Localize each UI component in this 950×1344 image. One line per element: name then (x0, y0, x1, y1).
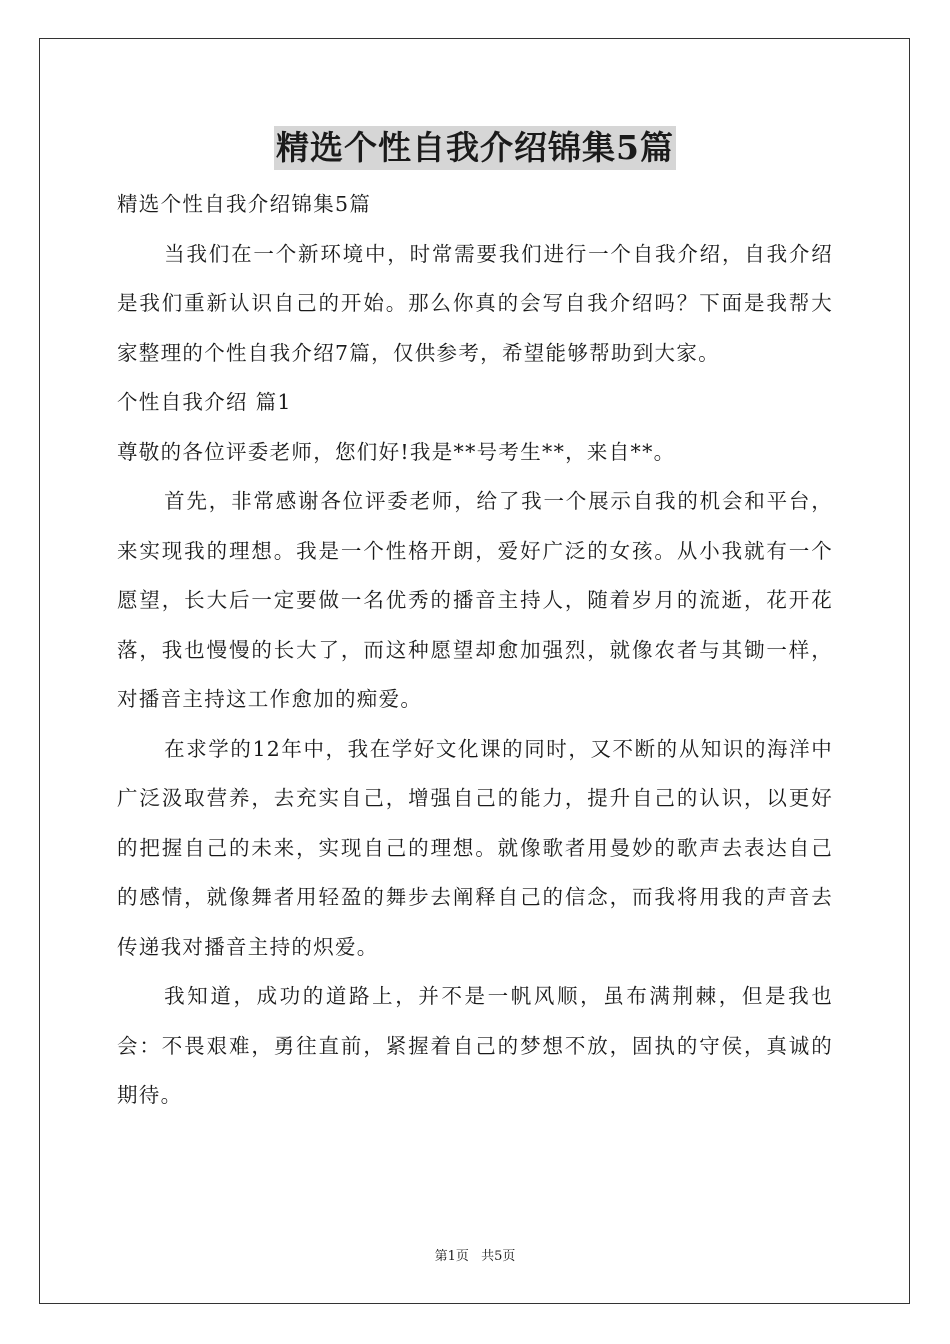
page-number: 第1页 (434, 1249, 469, 1264)
document-title (0, 126, 950, 170)
paragraph-greeting: 尊敬的各位评委老师，您们好!我是**号考生**，来自**。 (117, 439, 676, 464)
paragraph-body: 在求学的12年中，我在学好文化课的同时，又不断的从知识的海洋中广泛汲取营养，去充实自己，增强自己的能力，提升自己的认识，以更好的把握自己的未来，实现自己的理想。就像歌者用曼妙的歌声去表达自己的感情，就像舞者用轻盈的舞步去阐释自己的信念，而我将用我的声音去传递我对播音主持的炽爱。 (117, 736, 833, 959)
paragraph-body: 首先，非常感谢各位评委老师，给了我一个展示自我的机会和平台，来实现我的理想。我是一个性格开朗，爱好广泛的女孩。从小我就有一个愿望，长大后一定要做一名优秀的播音主持人，随着岁月的流逝，花开花落，我也慢慢的长大了，而这种愿望却愈加强烈，就像农者与其锄一样，对播音主持这工作愈加的痴爱。 (117, 489, 833, 711)
document-body (117, 180, 833, 1121)
paragraph-intro: 当我们在一个新环境中，时常需要我们进行一个自我介绍，自我介绍是我们重新认识自己的开始。那么你真的会写自我介绍吗？下面是我帮大家整理的个性自我介绍7篇，仅供参考，希望能够帮助到大家。 (117, 241, 833, 365)
title-text: 精选个性自我介绍锦集5篇 (274, 126, 676, 170)
section-heading: 个性自我介绍 篇1 (117, 390, 292, 414)
page-footer (0, 1245, 950, 1264)
page-total: 共5页 (481, 1249, 516, 1264)
paragraph-subtitle: 精选个性自我介绍锦集5篇 (117, 192, 372, 216)
paragraph-body: 我知道，成功的道路上，并不是一帆风顺，虽布满荆棘，但是我也会：不畏艰难，勇往直前，紧握着自己的梦想不放，固执的守侯，真诚的期待。 (117, 984, 833, 1107)
